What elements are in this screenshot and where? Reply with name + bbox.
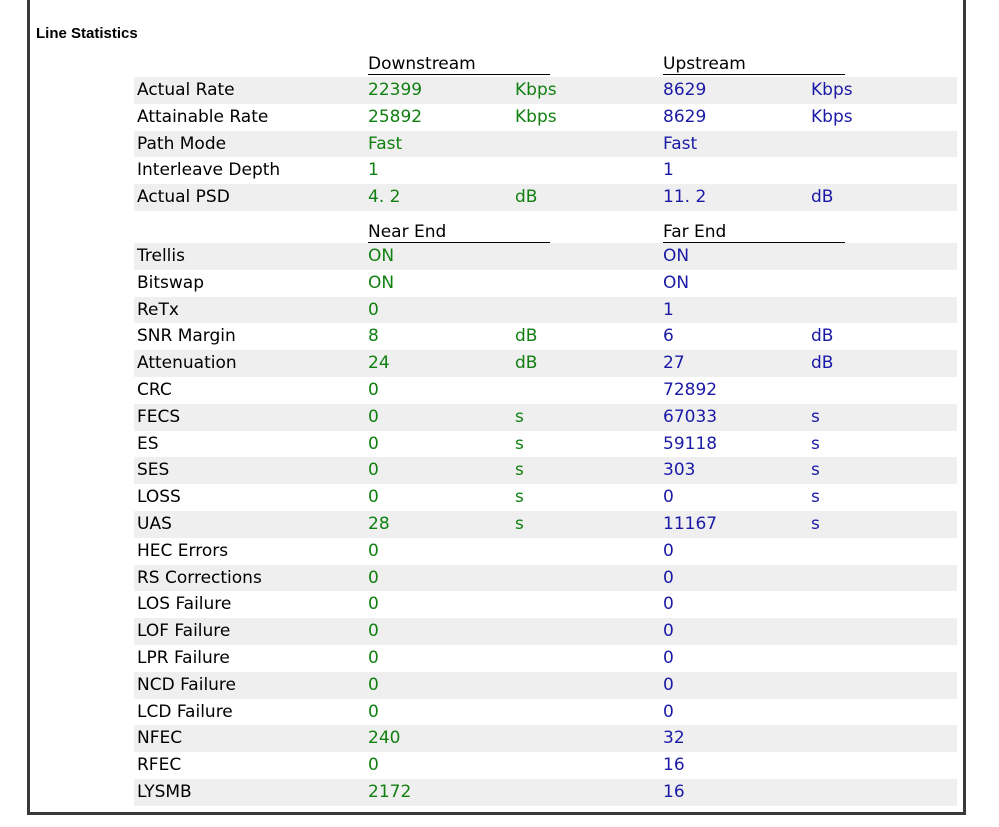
- stat-row-rs-corrections: [134, 565, 957, 592]
- upstream-value: 16: [660, 752, 808, 779]
- stat-row-ses: [134, 457, 957, 484]
- downstream-unit: [512, 377, 660, 404]
- downstream-unit: [512, 645, 660, 672]
- stat-label: Attainable Rate: [134, 104, 365, 131]
- downstream-unit: [512, 725, 660, 752]
- stat-row-attenuation: [134, 350, 957, 377]
- header-upstream: Upstream: [663, 55, 845, 75]
- upstream-value: 0: [660, 565, 808, 592]
- downstream-unit: Kbps: [512, 77, 660, 104]
- stat-label: LPR Failure: [134, 645, 365, 672]
- stat-row-trellis: [134, 243, 957, 270]
- upstream-value: 16: [660, 779, 808, 806]
- downstream-unit: [512, 752, 660, 779]
- stat-label: Trellis: [134, 243, 365, 270]
- downstream-value: 0: [365, 377, 512, 404]
- upstream-unit: [808, 131, 957, 158]
- stat-row-loss: [134, 484, 957, 511]
- upstream-value: 11. 2: [660, 184, 808, 211]
- upstream-value: 0: [660, 484, 808, 511]
- stat-label: NCD Failure: [134, 672, 365, 699]
- downstream-value: 8: [365, 323, 512, 350]
- stat-row-lof-failure: [134, 618, 957, 645]
- stat-row-actual-rate: [134, 77, 957, 104]
- downstream-value: 0: [365, 618, 512, 645]
- stat-label: Actual PSD: [134, 184, 365, 211]
- downstream-value: Fast: [365, 131, 512, 158]
- upstream-value: 11167: [660, 511, 808, 538]
- stat-label: Attenuation: [134, 350, 365, 377]
- upstream-value: 6: [660, 323, 808, 350]
- downstream-unit: s: [512, 431, 660, 458]
- downstream-unit: [512, 157, 660, 184]
- downstream-unit: s: [512, 511, 660, 538]
- stat-label: ES: [134, 431, 365, 458]
- upstream-value: Fast: [660, 131, 808, 158]
- stat-row-snr-margin: [134, 323, 957, 350]
- upstream-unit: [808, 645, 957, 672]
- stat-label: RS Corrections: [134, 565, 365, 592]
- upstream-value: 32: [660, 725, 808, 752]
- stat-label: CRC: [134, 377, 365, 404]
- upstream-unit: [808, 297, 957, 324]
- downstream-value: 0: [365, 457, 512, 484]
- upstream-value: 67033: [660, 404, 808, 431]
- downstream-unit: [512, 618, 660, 645]
- stat-row-interleave-depth: [134, 157, 957, 184]
- section-title: Line Statistics: [36, 25, 138, 42]
- header-spacer: [134, 51, 365, 77]
- stat-label: LOF Failure: [134, 618, 365, 645]
- upstream-unit: [808, 243, 957, 270]
- stat-row-uas: [134, 511, 957, 538]
- downstream-value: 4. 2: [365, 184, 512, 211]
- stat-row-bitswap: [134, 270, 957, 297]
- stat-row-crc: [134, 377, 957, 404]
- upstream-value: 0: [660, 699, 808, 726]
- upstream-unit: s: [808, 484, 957, 511]
- downstream-value: ON: [365, 270, 512, 297]
- stat-row-fecs: [134, 404, 957, 431]
- downstream-unit: [512, 131, 660, 158]
- upstream-unit: [808, 377, 957, 404]
- stat-row-retx: [134, 297, 957, 324]
- downstream-value: 0: [365, 699, 512, 726]
- header-upstream-cell: [660, 51, 957, 77]
- downstream-unit: dB: [512, 323, 660, 350]
- upstream-unit: [808, 672, 957, 699]
- downstream-unit: Kbps: [512, 104, 660, 131]
- downstream-value: 0: [365, 565, 512, 592]
- upstream-value: 0: [660, 645, 808, 672]
- stat-label: ReTx: [134, 297, 365, 324]
- stat-label: LCD Failure: [134, 699, 365, 726]
- upstream-value: 0: [660, 591, 808, 618]
- stat-row-path-mode: [134, 131, 957, 158]
- upstream-unit: [808, 157, 957, 184]
- stat-row-ncd-failure: [134, 672, 957, 699]
- stat-row-es: [134, 431, 957, 458]
- downstream-value: 2172: [365, 779, 512, 806]
- header-row-ends: [134, 211, 957, 243]
- downstream-value: 0: [365, 484, 512, 511]
- line-statistics-body: [134, 51, 957, 806]
- upstream-value: ON: [660, 243, 808, 270]
- stat-label: LYSMB: [134, 779, 365, 806]
- upstream-value: 1: [660, 297, 808, 324]
- downstream-unit: [512, 565, 660, 592]
- stat-label: Bitswap: [134, 270, 365, 297]
- upstream-value: 8629: [660, 104, 808, 131]
- upstream-unit: [808, 725, 957, 752]
- downstream-value: 28: [365, 511, 512, 538]
- upstream-value: 72892: [660, 377, 808, 404]
- header-downstream-cell: [365, 51, 660, 77]
- stat-label: SNR Margin: [134, 323, 365, 350]
- downstream-value: 1: [365, 157, 512, 184]
- header-downstream: Downstream: [368, 55, 550, 75]
- header-near-end-cell: [365, 211, 660, 243]
- upstream-unit: dB: [808, 350, 957, 377]
- upstream-value: 59118: [660, 431, 808, 458]
- upstream-value: 303: [660, 457, 808, 484]
- stat-label: HEC Errors: [134, 538, 365, 565]
- downstream-unit: s: [512, 457, 660, 484]
- upstream-unit: [808, 538, 957, 565]
- upstream-value: 0: [660, 618, 808, 645]
- upstream-unit: s: [808, 431, 957, 458]
- downstream-value: 0: [365, 297, 512, 324]
- downstream-value: 0: [365, 404, 512, 431]
- downstream-unit: [512, 297, 660, 324]
- stat-label: Interleave Depth: [134, 157, 365, 184]
- downstream-unit: [512, 538, 660, 565]
- upstream-value: 0: [660, 538, 808, 565]
- stat-row-lpr-failure: [134, 645, 957, 672]
- upstream-unit: [808, 779, 957, 806]
- downstream-value: 0: [365, 752, 512, 779]
- downstream-unit: [512, 779, 660, 806]
- stat-label: FECS: [134, 404, 365, 431]
- upstream-unit: s: [808, 404, 957, 431]
- downstream-unit: [512, 270, 660, 297]
- downstream-value: 0: [365, 645, 512, 672]
- upstream-unit: Kbps: [808, 77, 957, 104]
- upstream-unit: s: [808, 511, 957, 538]
- upstream-value: ON: [660, 270, 808, 297]
- stat-row-los-failure: [134, 591, 957, 618]
- stat-row-rfec: [134, 752, 957, 779]
- stat-label: NFEC: [134, 725, 365, 752]
- downstream-value: ON: [365, 243, 512, 270]
- header-far-end: Far End: [663, 223, 845, 243]
- upstream-unit: dB: [808, 184, 957, 211]
- upstream-unit: [808, 591, 957, 618]
- stat-label: Actual Rate: [134, 77, 365, 104]
- downstream-unit: dB: [512, 350, 660, 377]
- stat-label: LOSS: [134, 484, 365, 511]
- stat-row-lcd-failure: [134, 699, 957, 726]
- upstream-unit: [808, 752, 957, 779]
- downstream-unit: s: [512, 404, 660, 431]
- downstream-value: 22399: [365, 77, 512, 104]
- downstream-unit: [512, 699, 660, 726]
- upstream-unit: [808, 270, 957, 297]
- stat-label: RFEC: [134, 752, 365, 779]
- upstream-value: 1: [660, 157, 808, 184]
- stat-label: LOS Failure: [134, 591, 365, 618]
- stat-label: Path Mode: [134, 131, 365, 158]
- upstream-unit: s: [808, 457, 957, 484]
- upstream-value: 0: [660, 672, 808, 699]
- upstream-value: 27: [660, 350, 808, 377]
- upstream-unit: [808, 699, 957, 726]
- downstream-unit: [512, 591, 660, 618]
- upstream-unit: [808, 565, 957, 592]
- downstream-value: 24: [365, 350, 512, 377]
- upstream-value: 8629: [660, 77, 808, 104]
- stat-label: UAS: [134, 511, 365, 538]
- downstream-value: 0: [365, 538, 512, 565]
- header-spacer: [134, 211, 365, 243]
- downstream-unit: [512, 672, 660, 699]
- stat-row-attainable-rate: [134, 104, 957, 131]
- downstream-value: 0: [365, 431, 512, 458]
- downstream-unit: s: [512, 484, 660, 511]
- stat-row-lysmb: [134, 779, 957, 806]
- stat-row-actual-psd: [134, 184, 957, 211]
- upstream-unit: Kbps: [808, 104, 957, 131]
- header-near-end: Near End: [368, 223, 550, 243]
- header-row-rates: [134, 51, 957, 77]
- downstream-value: 0: [365, 672, 512, 699]
- upstream-unit: dB: [808, 323, 957, 350]
- downstream-value: 240: [365, 725, 512, 752]
- upstream-unit: [808, 618, 957, 645]
- stat-label: SES: [134, 457, 365, 484]
- downstream-unit: [512, 243, 660, 270]
- header-far-end-cell: [660, 211, 957, 243]
- downstream-unit: dB: [512, 184, 660, 211]
- line-statistics-table: [134, 51, 957, 806]
- downstream-value: 0: [365, 591, 512, 618]
- stat-row-nfec: [134, 725, 957, 752]
- downstream-value: 25892: [365, 104, 512, 131]
- stat-row-hec-errors: [134, 538, 957, 565]
